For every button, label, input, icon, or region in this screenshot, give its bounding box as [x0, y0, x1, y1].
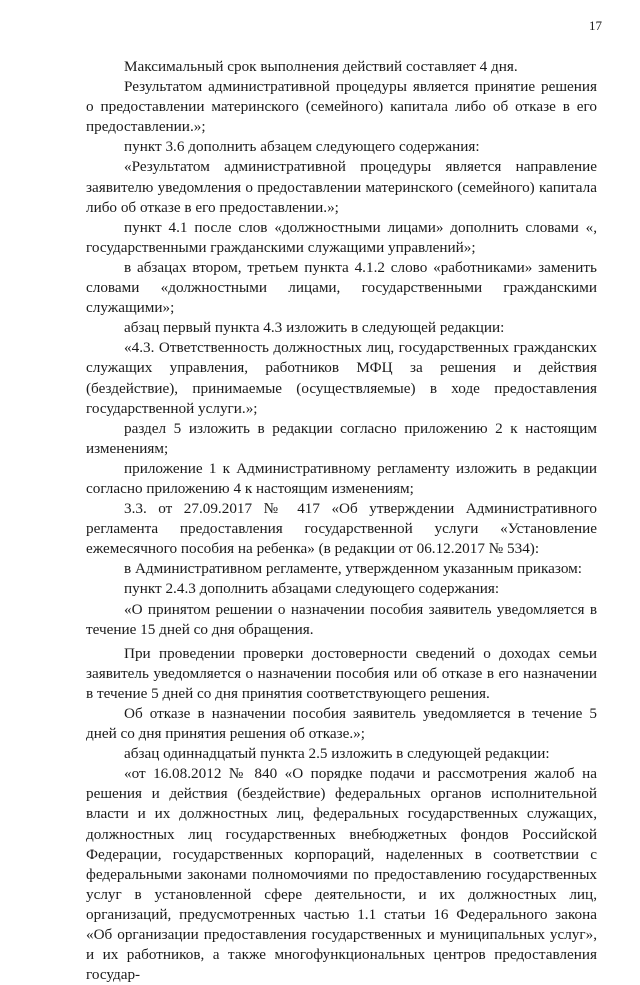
paragraph: Максимальный срок выполнения действий составляет 4 дня.: [124, 58, 518, 75]
paragraph: При проведении проверки достоверности сведений о доходах семьи заявитель уведомляется о назначении пособия или об отказе в его назначении в течение 5 дней со дня принятия соответствующего решения.: [86, 644, 597, 702]
paragraph: «О принятом решении о назначении пособия заявитель уведомляется в течение 15 дней со дня обращения.: [86, 600, 597, 638]
paragraph: пункт 3.6 дополнить абзацем следующего содержания:: [124, 138, 480, 156]
paragraph: абзац одиннадцатый пункта 2.5 изложить в следующей редакции:: [124, 745, 550, 763]
paragraph: 3.3. от 27.09.2017 № 417 «Об утверждении Административного регламента предоставления государственной услуги «Установление ежемесячного пособия на ребенка» (в редакции от 06.12.2017 № 534):: [86, 500, 597, 558]
paragraph: абзац первый пункта 4.3 изложить в следующей редакции:: [124, 319, 505, 337]
paragraph: Об отказе в назначении пособия заявитель уведомляется в течение 5 дней со дня принятия решения об отказе.»;: [86, 705, 597, 743]
paragraph: Результатом административной процедуры является принятие решения о предоставлении материнского (семейного) капитала либо об отказе в его предоставлении.»;: [86, 78, 597, 136]
page-number: 17: [589, 18, 602, 33]
paragraph: приложение 1 к Административному регламенту изложить в редакции согласно приложению 4 к настоящим изменениям;: [86, 459, 597, 497]
paragraph: «Результатом административной процедуры является направление заявителю уведомления о предоставлении материнского (семейного) капитала либо об отказе в его предоставлении.»;: [86, 158, 597, 216]
document-body: [86, 57, 597, 985]
paragraph: в Административном регламенте, утвержденном указанным приказом:: [124, 560, 582, 578]
paragraph: пункт 2.4.3 дополнить абзацами следующего содержания:: [124, 580, 500, 598]
paragraph: раздел 5 изложить в редакции согласно приложению 2 к настоящим изменениям;: [86, 419, 597, 457]
paragraph: в абзацах втором, третьем пункта 4.1.2 слово «работниками» заменить словами «должностными лицами, государственными гражданскими служащими»;: [86, 258, 597, 317]
paragraph: «от 16.08.2012 № 840 «О порядке подачи и рассмотрения жалоб на решения и действия (бездействие) федеральных органов исполнительной власти и их должностных лиц, федеральных государственных служащих, должностных лиц государственных внебюджетных фондов Российской Федерации, государственных корпораций, наделенных в соответствии с федеральными законами полномочиями по предоставлению государственных услуг в установленной сфере деятельности, и их должностных лиц, организаций, предусмотренных частью 1.1 статьи 16 Федерального закона «Об организации предоставления государственных и муниципальных услуг», и их работников, а также многофункциональных центров предоставления государ-: [86, 765, 597, 984]
paragraph: пункт 4.1 после слов «должностными лицами» дополнить словами «, государственными гражданскими служащими управлений»;: [86, 218, 597, 256]
paragraph: «4.3. Ответственность должностных лиц, государственных гражданских служащих управления, работников МФЦ за решения и действия (бездействие), принимаемые (осуществляемые) в ходе предоставления государственной услуги.»;: [86, 339, 597, 417]
